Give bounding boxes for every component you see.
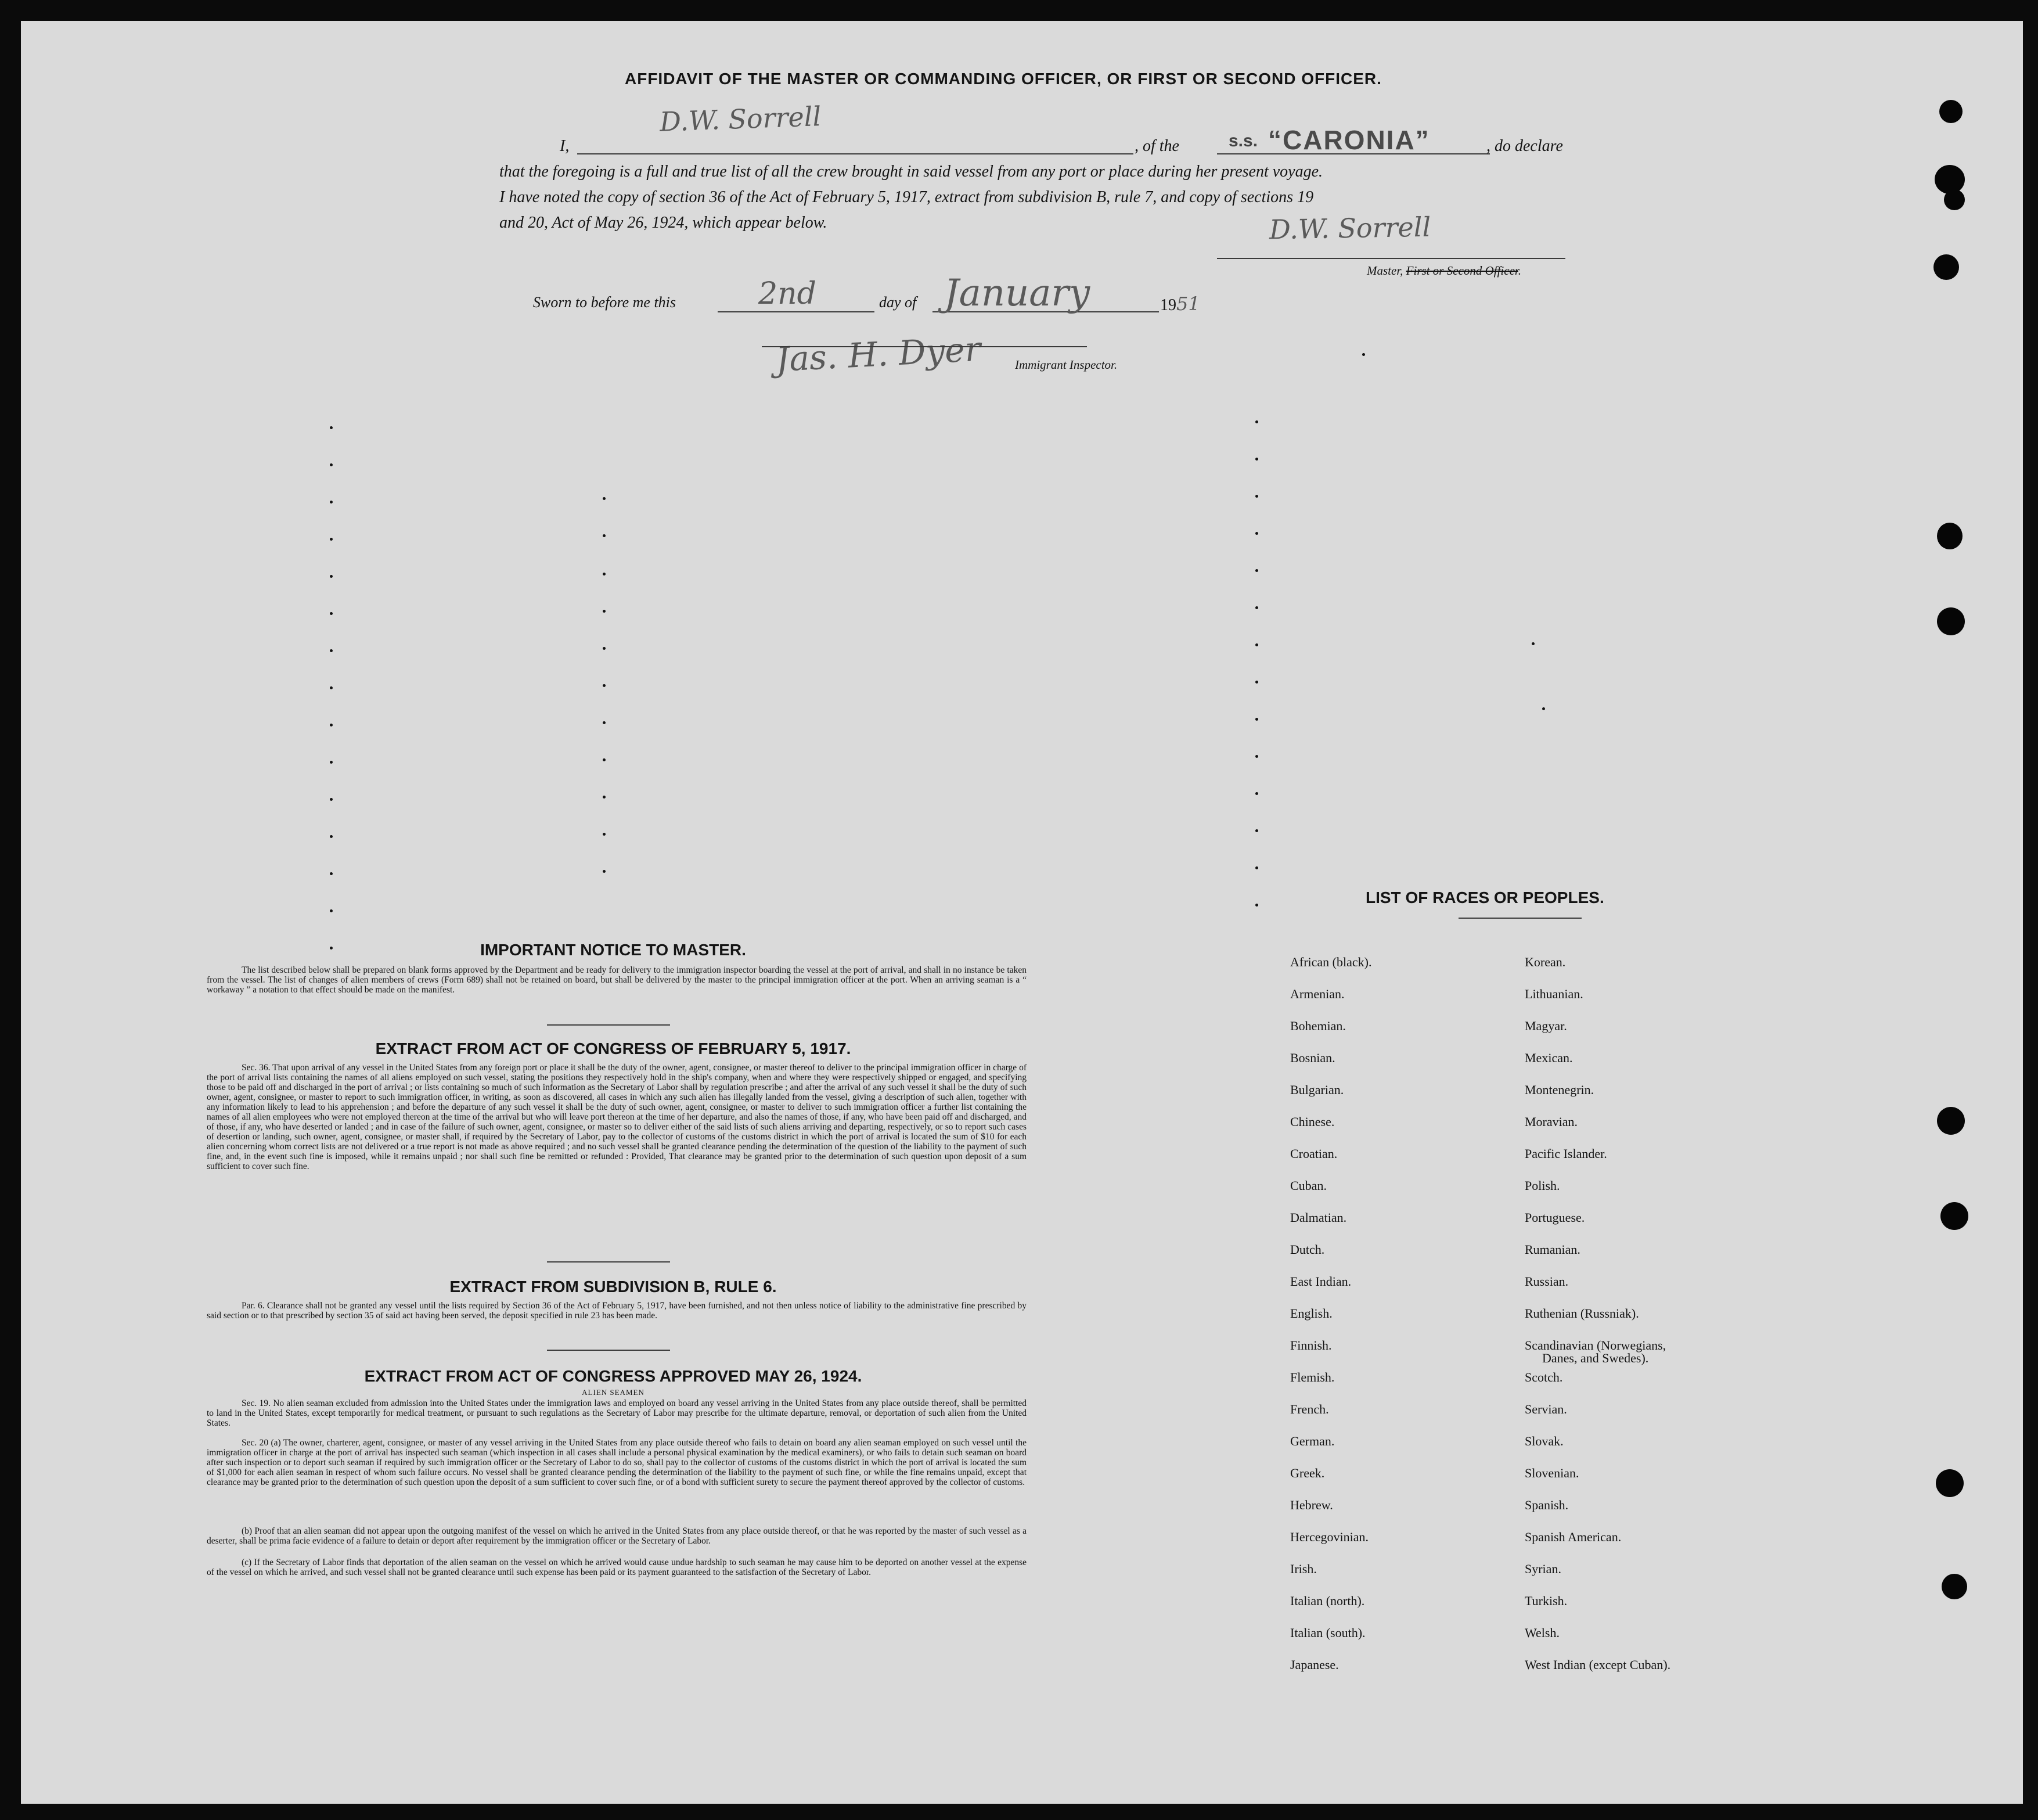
punch-hole bbox=[1933, 254, 1959, 280]
race-item: Dutch. bbox=[1290, 1242, 1325, 1257]
guide-dot bbox=[330, 761, 333, 764]
guide-dot bbox=[1255, 606, 1258, 609]
race-item: Magyar. bbox=[1525, 1019, 1567, 1033]
race-item: Greek. bbox=[1290, 1466, 1325, 1480]
do-declare-label: , do declare bbox=[1486, 137, 1563, 155]
race-item: Finnish. bbox=[1290, 1338, 1332, 1353]
master-signature-line bbox=[1217, 258, 1565, 259]
guide-dot bbox=[330, 798, 333, 801]
separator bbox=[547, 1261, 670, 1263]
race-item: Italian (north). bbox=[1290, 1594, 1365, 1608]
inspector-signature-line bbox=[762, 346, 1087, 347]
guide-dot bbox=[1255, 495, 1258, 498]
race-item: Bosnian. bbox=[1290, 1051, 1335, 1065]
extract-1924-sec20a: Sec. 20 (a) The owner, charterer, agent, consignee, or master of any vessel arriving in the United States from any place outside thereof who fails to detain on board any alien seaman employed on such vessel until the immigration officer in charge at the port of arrival has inspected such seaman (which inspection in all cases shall include a personal physical examination by the medical examiners), or who fails to detain such seaman on board after such inspection or to deport such seaman if required by such immigration officer or the Secretary of Labor to do so, shall pay to the collector of customs of the customs district in which the port of arrival is located the sum of $1,000 for each alien seaman in respect of whom such failure occurs. No vessel shall be granted clearance pending the determination of the liability to the payment of such fine, or while the fine remains unpaid, except that clearance may be granted prior to the determination of such question upon the deposit of a sum sufficient to cover such fine, or of a bond with sufficient surety to secure the payment thereof approved by the collector of customs. bbox=[207, 1438, 1027, 1487]
master-caption-suffix: . bbox=[1518, 264, 1521, 278]
year-field bbox=[1160, 293, 1200, 315]
notice-body: The list described below shall be prepared on blank forms approved by the Department and be ready for delivery to the immigration inspector boarding the vessel at the port of arrival, and shall in no instance be taken from the vessel. The list of changes of alien members of crews (Form 689) shall not be retained on board, but shall be delivered by the master to the principal immigration officer at the port. When an arriving seaman is a “ workaway ” a notation to that effect should be made on the manifest. bbox=[207, 965, 1027, 995]
guide-dot bbox=[1255, 643, 1258, 646]
guide-dot bbox=[1255, 681, 1258, 684]
notice-title: IMPORTANT NOTICE TO MASTER. bbox=[480, 941, 746, 959]
race-item: German. bbox=[1290, 1434, 1335, 1448]
guide-dot bbox=[1255, 718, 1258, 721]
guide-dot bbox=[1255, 904, 1258, 907]
race-item: Turkish. bbox=[1525, 1594, 1568, 1608]
master-caption bbox=[1367, 264, 1521, 278]
guide-dot bbox=[1362, 353, 1365, 356]
punch-hole bbox=[1937, 1107, 1965, 1135]
race-item: French. bbox=[1290, 1402, 1329, 1416]
race-item: Irish. bbox=[1290, 1562, 1317, 1576]
race-item: Slovenian. bbox=[1525, 1466, 1579, 1480]
race-item: Syrian. bbox=[1525, 1562, 1561, 1576]
race-item: Servian. bbox=[1525, 1402, 1567, 1416]
extract-1924-sec20b: (b) Proof that an alien seaman did not appear upon the outgoing manifest of the vessel on which he arrived in the United States from any place outside thereof, or that he was reported by the master of such vessel as a deserter, shall be prima facie evidence of a failure to detain or deport after requirement by the immigration officer or the Secretary of Labor. bbox=[207, 1526, 1027, 1546]
extract-rule6-body: Par. 6. Clearance shall not be granted any vessel until the lists required by Section 36 of the Act of February 5, 1917, have been furnished, and not then unless notice of liability to the administrative fine prescribed by said section or to that prescribed by section 35 of said act having been served, the deposit specified in rule 23 has been made. bbox=[207, 1301, 1027, 1321]
day-blank-line bbox=[718, 311, 874, 312]
name-blank-line bbox=[577, 153, 1133, 154]
race-item: Bulgarian. bbox=[1290, 1082, 1344, 1097]
guide-dot bbox=[330, 463, 333, 466]
day-of-label: day of bbox=[879, 294, 917, 311]
punch-hole bbox=[1937, 607, 1965, 635]
guide-dot bbox=[1255, 866, 1258, 869]
race-item: Pacific Islander. bbox=[1525, 1146, 1607, 1161]
day-handwritten: 2nd bbox=[758, 276, 816, 311]
extract-1924-title: EXTRACT FROM ACT OF CONGRESS APPROVED MAY 26, 1924. bbox=[364, 1367, 862, 1385]
guide-dot bbox=[603, 758, 606, 761]
guide-dot bbox=[603, 497, 606, 500]
guide-dot bbox=[603, 796, 606, 799]
race-item: Hercegovinian. bbox=[1290, 1530, 1369, 1544]
guide-dot bbox=[330, 686, 333, 689]
guide-dot bbox=[603, 721, 606, 724]
affidavit-text-line-3: I have noted the copy of section 36 of the Act of February 5, 1917, extract from subdivision B, rule 7, and copy of sections 19 bbox=[499, 188, 1314, 206]
of-the-label: , of the bbox=[1135, 137, 1179, 155]
race-item: Chinese. bbox=[1290, 1114, 1335, 1129]
race-item: Armenian. bbox=[1290, 987, 1345, 1001]
punch-hole bbox=[1936, 1469, 1964, 1497]
guide-dot bbox=[1255, 792, 1258, 795]
race-item: Spanish. bbox=[1525, 1498, 1569, 1512]
race-item: Japanese. bbox=[1290, 1657, 1339, 1672]
extract-1917-body: Sec. 36. That upon arrival of any vessel in the United States from any foreign port or place it shall be the duty of the owner, agent, consignee, or master thereof to deliver to the principal immigration officer in charge of the port of arrival lists containing the names of all aliens employed on such vessel, stating the positions they respectively hold in the ship's company, when and where they were respectively shipped or engaged, and specifying those to be paid off and discharged in the port of arrival ; or lists containing so much of such information as the Secretary of Labor shall by regulation prescribe ; and after the arrival of any such vessel it shall be the duty of such owner, agent, consignee, or master to report to such immigration officer, in writing, as soon as discovered, all cases in which any such alien has illegally landed from the vessel, giving a description of such alien, together with any information likely to lead to his apprehension ; and before the departure of any such vessel it shall be the duty of such owner, agent, consignee, or master to deliver to such immigration officer a further list containing the names of all alien employees who were not employed thereon at the time of the arrival but who will leave port thereon at the time of her departure, and also the names of those, if any, who have been paid off and discharged, and of those, if any, who have deserted or landed ; and in case of the failure of such owner, agent, consignee, or master so to deliver either of the said lists of such aliens arriving and departing, respectively, or so to report such cases of desertion or landing, such owner, agent, consignee, or master shall, if required by the Secretary of Labor, pay to the collector of customs of the customs district in which the port of arrival is located the sum of $10 for each alien concerning whom correct lists are not delivered or a true report is not made as above required ; and no such vessel shall be granted clearance pending the determination of the question of the liability to the payment of such fine, and, in the event such fine is imposed, while it remains unpaid ; nor shall such fine be remitted or refunded : Provided, That clearance may be granted prior to the determination of such question upon deposit of a sum sufficient to cover such fine. bbox=[207, 1063, 1027, 1171]
guide-dot bbox=[330, 724, 333, 726]
guide-dot bbox=[603, 833, 606, 836]
affidavit-text-line-4: and 20, Act of May 26, 1924, which appear below. bbox=[499, 214, 827, 232]
guide-dot bbox=[1255, 532, 1258, 535]
document-page bbox=[21, 21, 2023, 1804]
master-name-signature: D.W. Sorrell bbox=[659, 100, 822, 138]
race-item: Hebrew. bbox=[1290, 1498, 1333, 1512]
guide-dot bbox=[603, 610, 606, 613]
punch-hole bbox=[1937, 523, 1963, 549]
race-item: Moravian. bbox=[1525, 1114, 1578, 1129]
race-item: Italian (south). bbox=[1290, 1625, 1366, 1640]
guide-dot bbox=[603, 534, 606, 537]
extract-1917-title: EXTRACT FROM ACT OF CONGRESS OF FEBRUARY 5, 1917. bbox=[375, 1040, 851, 1058]
master-signature: D.W. Sorrell bbox=[1269, 211, 1431, 246]
affidavit-i-label: I, bbox=[560, 137, 570, 155]
guide-dot bbox=[1255, 755, 1258, 758]
extract-1924-subtitle: ALIEN SEAMEN bbox=[582, 1388, 644, 1397]
race-item: Croatian. bbox=[1290, 1146, 1338, 1161]
inspector-caption: Immigrant Inspector. bbox=[1015, 358, 1118, 372]
guide-dot bbox=[330, 649, 333, 652]
guide-dot bbox=[1255, 420, 1258, 423]
vessel-prefix: s.s. bbox=[1229, 131, 1258, 150]
month-handwritten: January bbox=[944, 272, 1090, 315]
race-item: Polish. bbox=[1525, 1178, 1560, 1193]
races-separator bbox=[1459, 918, 1582, 919]
race-item: Scandinavian (Norwegians, bbox=[1525, 1338, 1666, 1353]
year-prefix: 19 bbox=[1160, 296, 1176, 314]
guide-dot bbox=[603, 573, 606, 576]
race-item: Spanish American. bbox=[1525, 1530, 1622, 1544]
guide-dot bbox=[330, 872, 333, 875]
race-item: Flemish. bbox=[1290, 1370, 1335, 1384]
inspector-signature: Jas. H. Dyer bbox=[775, 329, 982, 380]
race-item: Slovak. bbox=[1525, 1434, 1564, 1448]
guide-dot bbox=[603, 684, 606, 687]
race-item: African (black). bbox=[1290, 955, 1372, 969]
race-item: Bohemian. bbox=[1290, 1019, 1346, 1033]
guide-dot bbox=[1255, 829, 1258, 832]
races-title: LIST OF RACES OR PEOPLES. bbox=[1366, 889, 1604, 907]
guide-dot bbox=[1532, 642, 1535, 645]
vessel-blank-line bbox=[1217, 153, 1490, 154]
guide-dot bbox=[330, 538, 333, 541]
affidavit-text-line-2: that the foregoing is a full and true list of all the crew brought in said vessel from any port or place during her present voyage. bbox=[499, 163, 1323, 181]
guide-dot bbox=[1542, 707, 1545, 710]
affidavit-heading: AFFIDAVIT OF THE MASTER OR COMMANDING OFFICER, OR FIRST OR SECOND OFFICER. bbox=[625, 70, 1382, 88]
punch-hole bbox=[1944, 189, 1965, 210]
guide-dot bbox=[330, 909, 333, 912]
guide-dot bbox=[330, 426, 333, 429]
vessel-name: “CARONIA” bbox=[1268, 125, 1430, 155]
sworn-prefix: Sworn to before me this bbox=[533, 294, 676, 311]
extract-1924-sec20c: (c) If the Secretary of Labor finds that deportation of the alien seaman on the vessel on which he arrived would cause undue hardship to such seaman he may cause him to be deported on another vessel at the expense of the vessel on which he arrived, and such vessel shall not be granted clearance until such expense has been paid or its payment guaranteed to the satisfaction of the Secretary of Labor. bbox=[207, 1558, 1027, 1577]
separator bbox=[547, 1024, 670, 1026]
race-item: Lithuanian. bbox=[1525, 987, 1583, 1001]
guide-dot bbox=[603, 870, 606, 873]
race-item: East Indian. bbox=[1290, 1274, 1352, 1289]
race-item: Dalmatian. bbox=[1290, 1210, 1347, 1225]
year-handwritten: 51 bbox=[1176, 293, 1200, 315]
race-item: Ruthenian (Russniak). bbox=[1525, 1306, 1639, 1321]
race-item: Danes, and Swedes). bbox=[1542, 1351, 1649, 1365]
punch-hole bbox=[1939, 100, 1963, 123]
extract-rule6-title: EXTRACT FROM SUBDIVISION B, RULE 6. bbox=[449, 1278, 777, 1296]
guide-dot bbox=[1255, 458, 1258, 461]
race-item: Russian. bbox=[1525, 1274, 1569, 1289]
master-caption-prefix: Master, bbox=[1367, 264, 1403, 278]
punch-hole bbox=[1940, 1202, 1968, 1230]
race-item: West Indian (except Cuban). bbox=[1525, 1657, 1671, 1672]
guide-dot bbox=[330, 835, 333, 838]
guide-dot bbox=[330, 612, 333, 615]
guide-dot bbox=[603, 647, 606, 650]
separator bbox=[547, 1350, 670, 1351]
race-item: Mexican. bbox=[1525, 1051, 1573, 1065]
race-item: English. bbox=[1290, 1306, 1333, 1321]
guide-dot bbox=[330, 501, 333, 503]
race-item: Scotch. bbox=[1525, 1370, 1563, 1384]
punch-hole bbox=[1942, 1574, 1967, 1599]
race-item: Welsh. bbox=[1525, 1625, 1560, 1640]
guide-dot bbox=[1255, 569, 1258, 572]
extract-1924-sec19: Sec. 19. No alien seaman excluded from admission into the United States under the immigration laws and employed on board any vessel arriving in the United States from any place outside thereof, shall be permitted to land in the United States, except temporarily for medical treatment, or pursuant to such regulations as the Secretary of Labor may prescribe for the ultimate departure, removal, or deportation of such alien from the United States. bbox=[207, 1398, 1027, 1428]
master-caption-struck: First or Second Officer bbox=[1406, 264, 1518, 278]
race-item: Portuguese. bbox=[1525, 1210, 1585, 1225]
race-item: Cuban. bbox=[1290, 1178, 1327, 1193]
guide-dot bbox=[330, 575, 333, 578]
race-item: Rumanian. bbox=[1525, 1242, 1580, 1257]
race-item: Montenegrin. bbox=[1525, 1082, 1594, 1097]
race-item: Korean. bbox=[1525, 955, 1566, 969]
